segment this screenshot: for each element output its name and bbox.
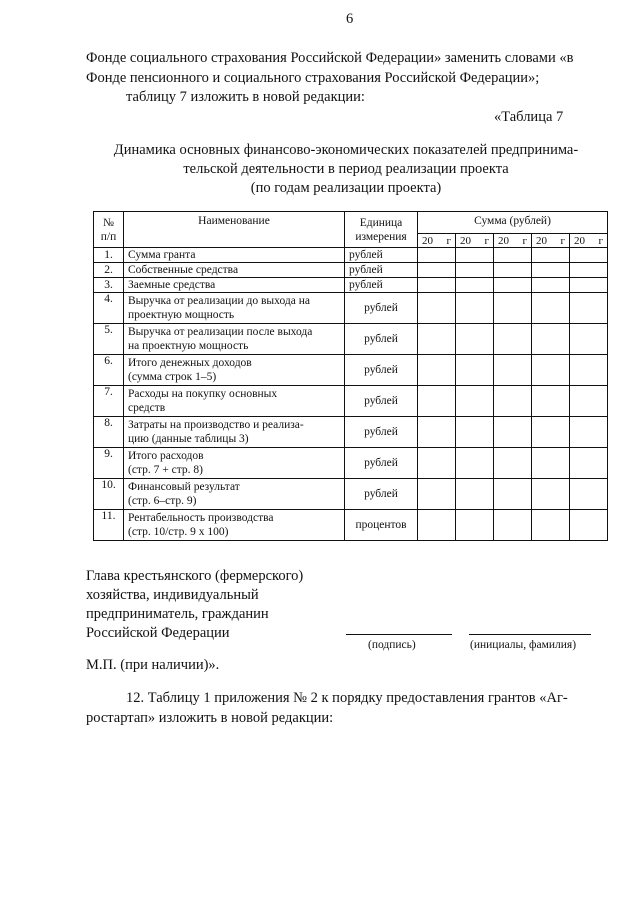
row-number: 11. bbox=[94, 510, 124, 541]
row-value-cell bbox=[494, 510, 532, 541]
row-name-line: Рентабельность производства bbox=[128, 512, 274, 524]
header-year-suffix: г bbox=[484, 234, 489, 247]
row-value-cell bbox=[532, 324, 570, 355]
row-value-cell bbox=[456, 293, 494, 324]
table-row bbox=[94, 386, 608, 417]
table-row bbox=[94, 278, 608, 293]
page-number: 6 bbox=[346, 11, 354, 27]
row-value-cell bbox=[456, 324, 494, 355]
signature-caption: (подпись) bbox=[368, 639, 416, 651]
table-row bbox=[94, 417, 608, 448]
row-value-cell bbox=[418, 386, 456, 417]
row-unit: рублей bbox=[345, 324, 418, 355]
table-row bbox=[94, 355, 608, 386]
row-number: 2. bbox=[94, 263, 124, 278]
row-value-cell bbox=[532, 417, 570, 448]
row-value-cell bbox=[418, 355, 456, 386]
row-value-cell bbox=[570, 263, 608, 278]
table-row bbox=[94, 263, 608, 278]
row-number: 5. bbox=[94, 324, 124, 355]
header-name: Наименование bbox=[124, 212, 345, 248]
table-row bbox=[94, 248, 608, 263]
row-value-cell bbox=[532, 510, 570, 541]
row-name-line: цию (данные таблицы 3) bbox=[128, 433, 249, 445]
row-value-cell bbox=[494, 386, 532, 417]
header-year-cell bbox=[570, 234, 608, 248]
row-value-cell bbox=[570, 479, 608, 510]
row-value-cell bbox=[418, 417, 456, 448]
row-value-cell bbox=[418, 293, 456, 324]
header-unit bbox=[345, 212, 418, 248]
stamp-note: М.П. (при наличии)». bbox=[86, 657, 220, 673]
row-value-cell bbox=[532, 293, 570, 324]
row-unit: рублей bbox=[345, 479, 418, 510]
row-value-cell bbox=[570, 248, 608, 263]
row-name-line: Выручка от реализации до выхода на bbox=[128, 295, 310, 307]
row-value-cell bbox=[570, 324, 608, 355]
row-value-cell bbox=[418, 324, 456, 355]
header-unit-line-2: измерения bbox=[355, 230, 407, 243]
row-name bbox=[124, 479, 345, 510]
intro-line-1: Фонде социального страхования Российской Федерации» заменить словами «в bbox=[86, 50, 574, 66]
table-label: «Таблица 7 bbox=[494, 109, 564, 125]
row-unit: рублей bbox=[345, 263, 418, 278]
header-year-suffix: г bbox=[446, 234, 451, 247]
row-value-cell bbox=[570, 510, 608, 541]
row-value-cell bbox=[494, 355, 532, 386]
row-value-cell bbox=[570, 355, 608, 386]
row-name bbox=[124, 278, 345, 293]
intro-line-2: Фонде пенсионного и социального страхования Российской Федерации»; bbox=[86, 70, 540, 86]
row-name bbox=[124, 510, 345, 541]
item12-line-2: ростартап» изложить в новой редакции: bbox=[86, 710, 334, 726]
row-name bbox=[124, 263, 345, 278]
table-row bbox=[94, 324, 608, 355]
row-unit: рублей bbox=[345, 417, 418, 448]
row-value-cell bbox=[418, 278, 456, 293]
row-number: 7. bbox=[94, 386, 124, 417]
table-title-line-1: Динамика основных финансово-экономических показателей предпринима- bbox=[113, 142, 579, 158]
row-value-cell bbox=[494, 417, 532, 448]
row-name bbox=[124, 248, 345, 263]
row-value-cell bbox=[494, 248, 532, 263]
row-value-cell bbox=[532, 448, 570, 479]
header-year-prefix: 20 bbox=[460, 234, 471, 247]
header-num-line-2: п/п bbox=[100, 230, 117, 243]
row-unit: рублей bbox=[345, 448, 418, 479]
row-name bbox=[124, 448, 345, 479]
row-value-cell bbox=[418, 510, 456, 541]
row-name-line: (сумма строк 1–5) bbox=[128, 371, 217, 383]
row-name-line: Итого расходов bbox=[128, 450, 204, 462]
row-value-cell bbox=[532, 386, 570, 417]
row-number: 3. bbox=[94, 278, 124, 293]
row-value-cell bbox=[456, 510, 494, 541]
table-body bbox=[94, 248, 608, 541]
row-number: 6. bbox=[94, 355, 124, 386]
header-year-prefix: 20 bbox=[422, 234, 433, 247]
header-year-prefix: 20 bbox=[574, 234, 585, 247]
row-unit: рублей bbox=[345, 293, 418, 324]
row-name-line: (стр. 6–стр. 9) bbox=[128, 495, 197, 507]
header-year-cell bbox=[418, 234, 456, 248]
signature-blank-line bbox=[346, 634, 452, 635]
row-value-cell bbox=[532, 263, 570, 278]
row-name-line: Итого денежных доходов bbox=[128, 357, 252, 369]
row-value-cell bbox=[456, 263, 494, 278]
row-name-line: Собственные средства bbox=[128, 264, 239, 276]
row-name bbox=[124, 293, 345, 324]
row-value-cell bbox=[456, 479, 494, 510]
row-name-line: (стр. 10/стр. 9 х 100) bbox=[128, 526, 229, 538]
row-name bbox=[124, 324, 345, 355]
header-unit-line-1: Единица bbox=[359, 216, 403, 229]
row-name-line: проектную мощность bbox=[128, 309, 235, 321]
row-value-cell bbox=[532, 355, 570, 386]
row-value-cell bbox=[456, 278, 494, 293]
header-num bbox=[94, 212, 124, 248]
header-year-cell bbox=[532, 234, 570, 248]
header-year-prefix: 20 bbox=[498, 234, 509, 247]
signature-line-2: хозяйства, индивидуальный bbox=[86, 587, 259, 603]
row-name bbox=[124, 417, 345, 448]
row-value-cell bbox=[494, 448, 532, 479]
row-value-cell bbox=[456, 248, 494, 263]
table-title-line-2: тельской деятельности в период реализации проекта bbox=[183, 161, 509, 177]
table-row bbox=[94, 510, 608, 541]
row-unit: рублей bbox=[345, 386, 418, 417]
row-name-line: средств bbox=[128, 402, 166, 414]
row-number: 10. bbox=[94, 479, 124, 510]
row-name-line: (стр. 7 + стр. 8) bbox=[128, 464, 203, 476]
row-value-cell bbox=[532, 278, 570, 293]
row-value-cell bbox=[418, 479, 456, 510]
header-year-suffix: г bbox=[598, 234, 603, 247]
row-name-line: Финансовый результат bbox=[128, 481, 240, 493]
signature-line-1: Глава крестьянского (фермерского) bbox=[86, 568, 304, 584]
header-year-prefix: 20 bbox=[536, 234, 547, 247]
row-number: 9. bbox=[94, 448, 124, 479]
row-name-line: Расходы на покупку основных bbox=[128, 388, 278, 400]
financial-indicators-table bbox=[93, 211, 608, 541]
row-unit: рублей bbox=[345, 278, 418, 293]
row-name-line: на проектную мощность bbox=[128, 340, 249, 352]
row-name bbox=[124, 355, 345, 386]
row-value-cell bbox=[494, 293, 532, 324]
table-row bbox=[94, 293, 608, 324]
row-value-cell bbox=[570, 386, 608, 417]
row-name-line: Затраты на производство и реализа- bbox=[128, 419, 304, 431]
row-name-line: Выручка от реализации после выхода bbox=[128, 326, 313, 338]
signature-line-3: предприниматель, гражданин bbox=[86, 606, 269, 622]
row-name-line: Заемные средства bbox=[128, 279, 216, 291]
row-value-cell bbox=[418, 248, 456, 263]
row-value-cell bbox=[494, 324, 532, 355]
row-number: 4. bbox=[94, 293, 124, 324]
row-unit: рублей bbox=[345, 248, 418, 263]
row-value-cell bbox=[494, 263, 532, 278]
row-value-cell bbox=[494, 479, 532, 510]
row-value-cell bbox=[532, 248, 570, 263]
table-row bbox=[94, 448, 608, 479]
row-value-cell bbox=[456, 417, 494, 448]
header-year-suffix: г bbox=[560, 234, 565, 247]
row-value-cell bbox=[570, 278, 608, 293]
intro-line-3: таблицу 7 изложить в новой редакции: bbox=[126, 89, 365, 105]
header-year-cell bbox=[494, 234, 532, 248]
row-value-cell bbox=[570, 448, 608, 479]
table-title-line-3: (по годам реализации проекта) bbox=[250, 180, 442, 196]
row-value-cell bbox=[456, 448, 494, 479]
header-num-line-1: № bbox=[103, 216, 114, 229]
row-name bbox=[124, 386, 345, 417]
table-row bbox=[94, 479, 608, 510]
row-value-cell bbox=[456, 386, 494, 417]
header-year-cell bbox=[456, 234, 494, 248]
item12-line-1: 12. Таблицу 1 приложения № 2 к порядку предоставления грантов «Аг- bbox=[126, 690, 568, 706]
header-year-suffix: г bbox=[522, 234, 527, 247]
row-value-cell bbox=[456, 355, 494, 386]
header-sum: Сумма (рублей) bbox=[418, 212, 608, 234]
row-unit: процентов bbox=[345, 510, 418, 541]
row-value-cell bbox=[570, 293, 608, 324]
row-number: 1. bbox=[94, 248, 124, 263]
row-value-cell bbox=[570, 417, 608, 448]
name-blank-line bbox=[469, 634, 591, 635]
row-value-cell bbox=[532, 479, 570, 510]
signature-line-4: Российской Федерации bbox=[86, 625, 230, 641]
row-number: 8. bbox=[94, 417, 124, 448]
row-value-cell bbox=[418, 448, 456, 479]
row-value-cell bbox=[494, 278, 532, 293]
row-unit: рублей bbox=[345, 355, 418, 386]
row-name-line: Сумма гранта bbox=[128, 249, 196, 261]
name-caption: (инициалы, фамилия) bbox=[470, 639, 577, 651]
row-value-cell bbox=[418, 263, 456, 278]
